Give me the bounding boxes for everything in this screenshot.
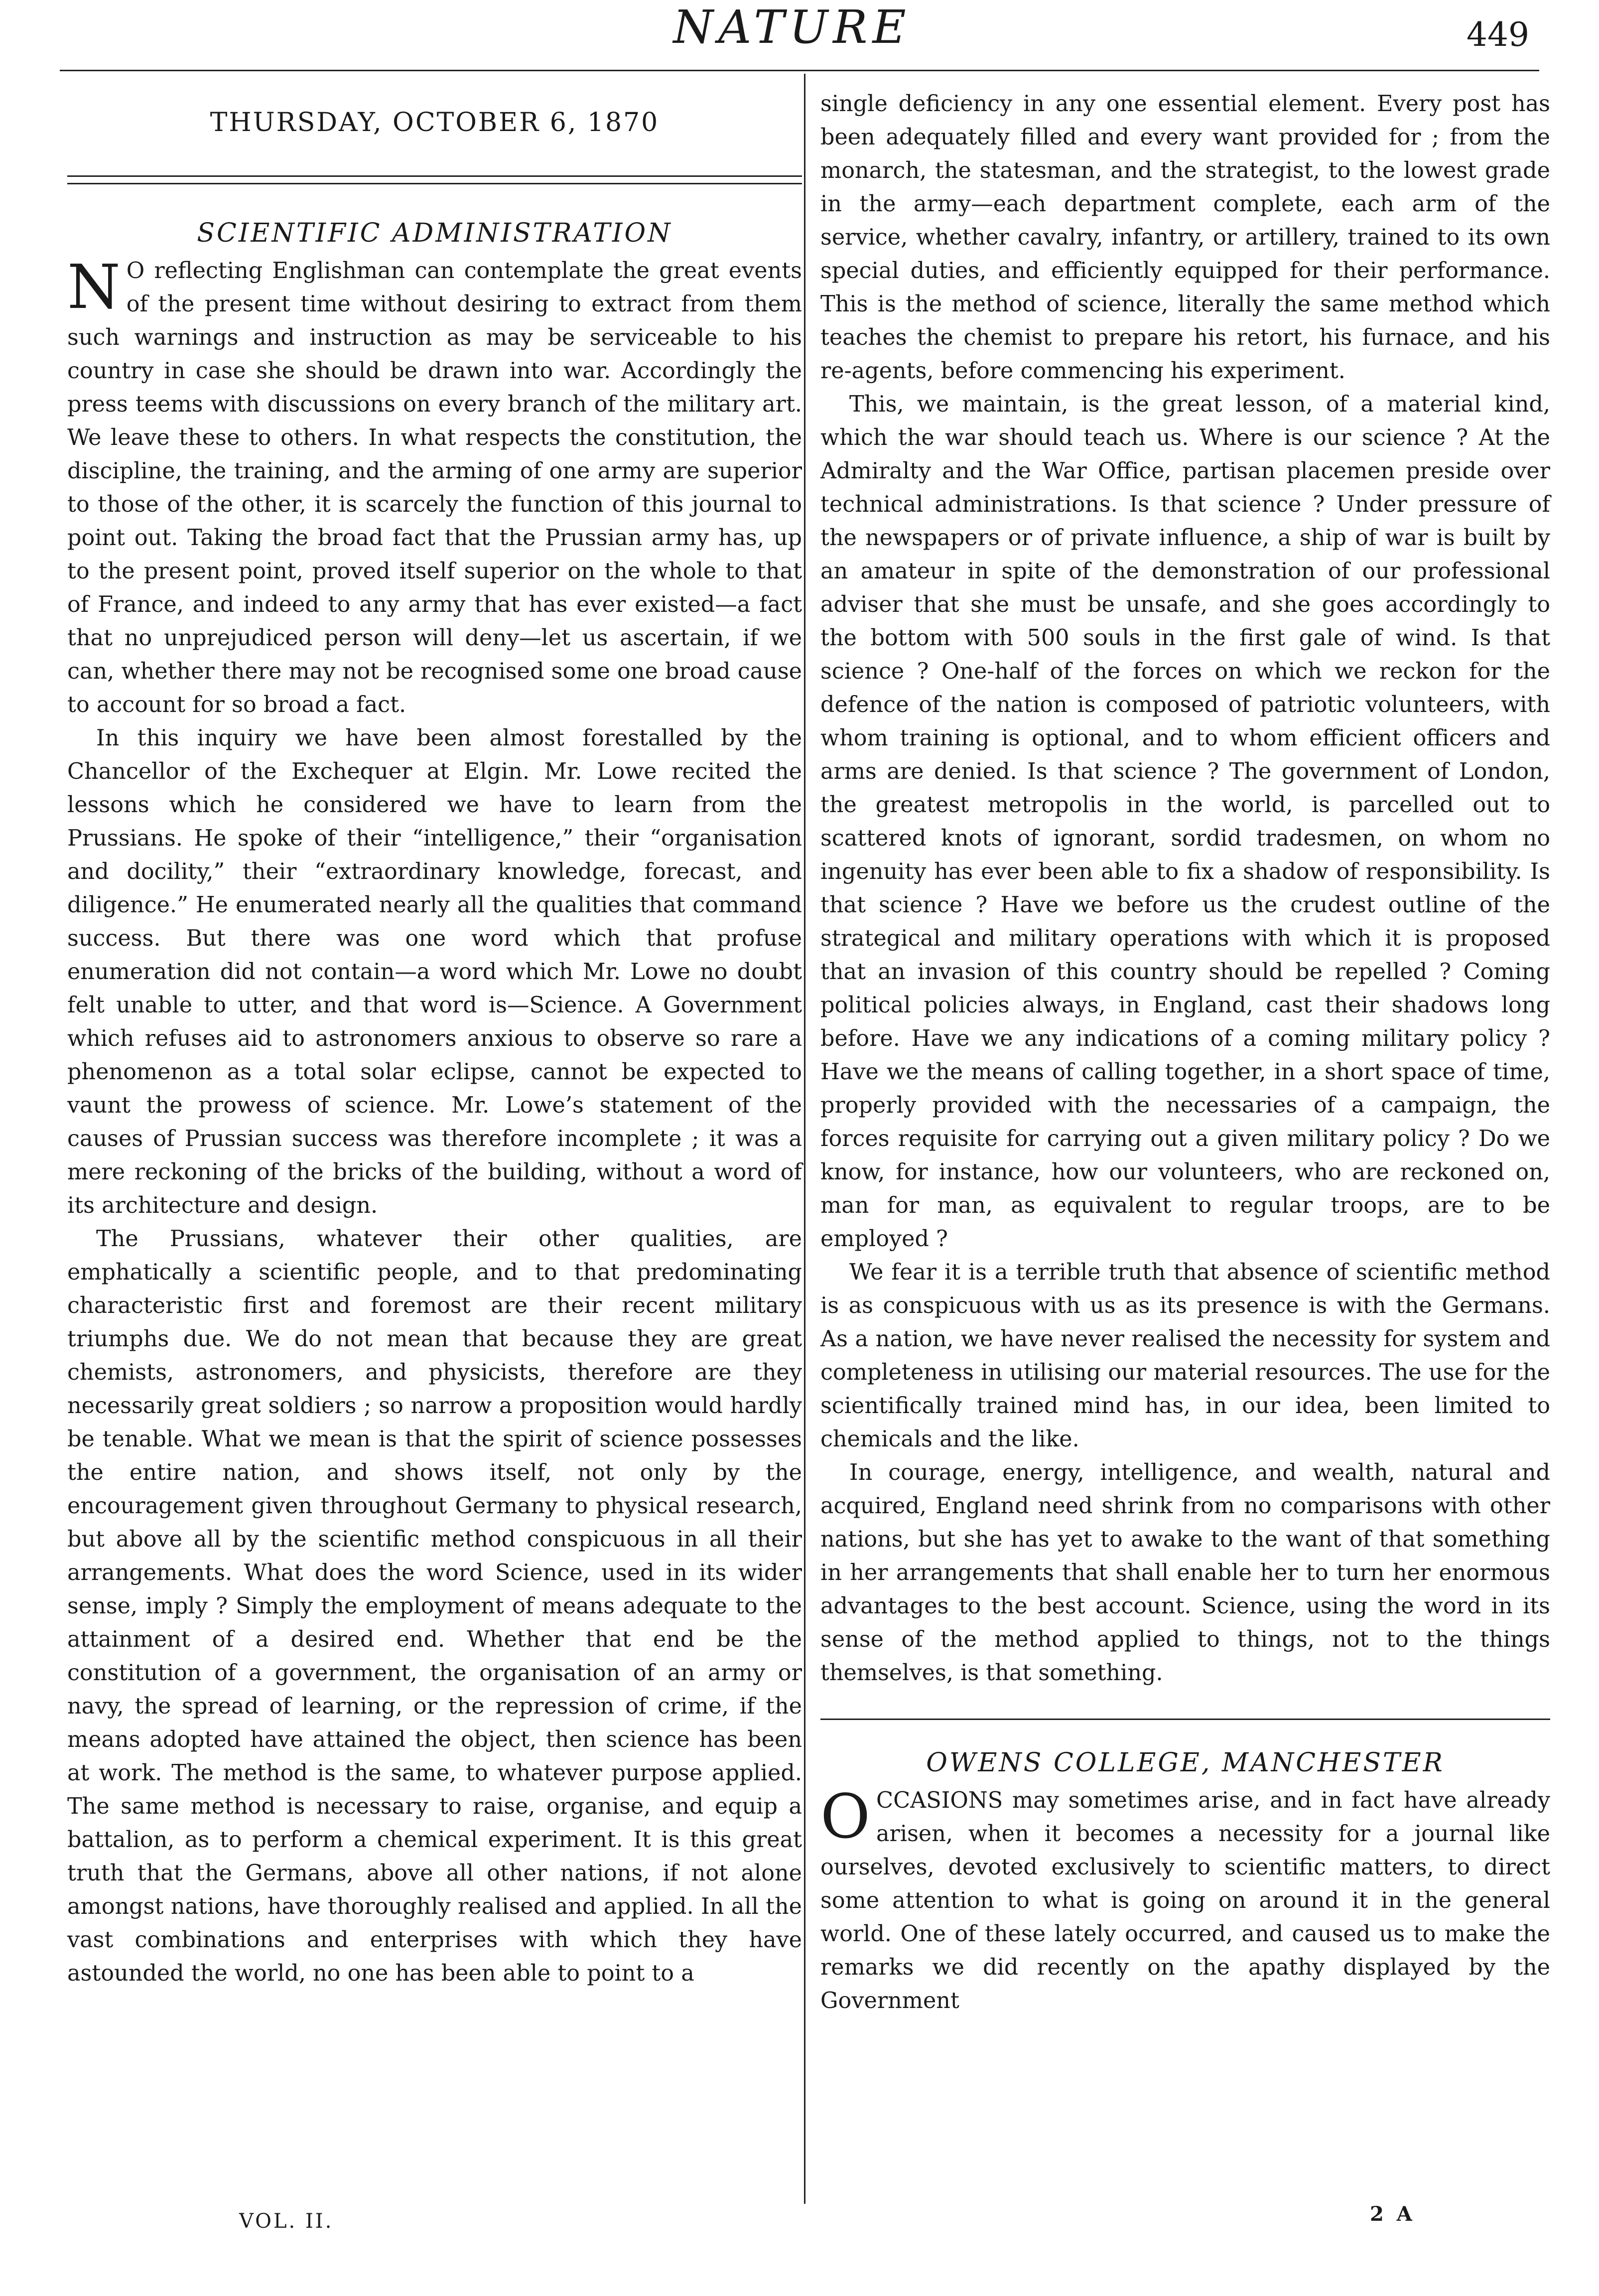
signature-mark: 2 A — [1370, 2202, 1415, 2226]
drop-cap: O — [820, 1781, 871, 1852]
article-paragraph: In this inquiry we have been almost forestalled by the Chancellor of the Exchequer at Elgin. Mr. Lowe recited the lessons which he considered we have to learn from the Prussians. He spoke of their “intelligence,” their “organisation and docility,” their “extraordinary knowledge, forecast, and diligence.” He enumerated nearly all the qualities that command success. But there was one word which that profuse enumeration did not contain—a word which Mr. Lowe no doubt felt unable to utter, and that word is—Science. A Government which refuses aid to astronomers anxious to observe so rare a phenomenon as a total solar eclipse, cannot be expected to vaunt the prowess of science. Mr. Lowe’s statement of the causes of Prussian success was therefore incomplete ; it was a mere reckoning of the bricks of the building, without a word of its architecture and design. — [67, 725, 802, 1218]
paragraph-text: O reflecting Englishman can contemplate the great events of the present time without desiring to extract from them such warnings and instruction as may be serviceable to his country in case she should be drawn into war. Accordingly the press teems with discussions on every branch of the military art. We leave these to others. In what respects the constitution, the discipline, the training, and the arming of one army are superior to those of the other, it is scarcely the function of this journal to point out. Taking the broad fact that the Prussian army has, up to the present point, proved itself superior on the whole to that of France, and indeed to any army that has ever existed—a fact that no unprejudiced person will deny—let us ascertain, if we can, whether there may not be recognised some one broad cause to account for so broad a fact. — [67, 258, 802, 718]
header-rule — [60, 70, 1539, 71]
article-paragraph: This, we maintain, is the great lesson, of a material kind, which the war should teach us. Where is our science ? At the Admiralty and the War Office, partisan placemen preside over technical administrations. Is that science ? Under pressure of the newspapers or of private influence, a ship of war is built by an amateur in spite of the demonstration of our professional adviser that she must be unsafe, and she goes accordingly to the bottom with 500 souls in the first gale of wind. Is that science ? One-half of the forces on which we reckon for the defence of the nation is composed of patriotic volunteers, with whom training is optional, and to whom efficient officers and arms are denied. Is that science ? The government of London, the greatest metropolis in the world, is parcelled out to scattered knots of ignorant, sordid tradesmen, on whom no ingenuity has ever been able to fix a shadow of responsibility. Is that science ? Have we before us the crudest outline of the strategical and military operations with which it is proposed that an invasion of this country should be repelled ? Coming political policies always, in England, cast their shadows long before. Have we any indications of a coming military policy ? Have we the means of calling together, in a short space of time, properly provided with the necessaries of a campaign, the forces requisite for carrying out a given military policy ? Do we know, for instance, how our volunteers, who are reckoned on, man for man, as equivalent to regular troops, are to be employed ? — [820, 392, 1550, 1252]
dateline: THURSDAY, OCTOBER 6, 1870 — [210, 108, 660, 138]
article-paragraph: single deficiency in any one essential element. Every post has been adequately filled and every want provided for ; from the monarch, the statesman, and the strategist, to the lowest grade in the army—each department complete, each arm of the service, whether cavalry, infantry, or artillery, trained to its own special duties, and efficiently equipped for their performance. This is the method of science, literally the same method which teaches the chemist to prepare his retort, his furnace, and his re-agents, before commencing his experiment. — [820, 91, 1550, 384]
article-paragraph: The Prussians, whatever their other qualities, are emphatically a scientific people, and to that predominating characteristic first and foremost are their recent military triumphs due. We do not mean that because they are great chemists, astronomers, and physicists, therefore are they necessarily great soldiers ; so narrow a proposition would hardly be tenable. What we mean is that the spirit of science possesses the entire nation, and shows itself, not only by the encouragement given throughout Germany to physical research, but above all by the scientific method conspicuous in all their arrangements. What does the word Science, used in its wider sense, imply ? Simply the employment of means adequate to the attainment of a desired end. Whether that end be the constitution of a government, the organisation of an army or navy, the spread of learning, or the repression of crime, if the means adopted have attained the object, then science has been at work. The method is the same, to whatever purpose applied. The same method is necessary to raise, organise, and equip a battalion, as to perform a chemical experiment. It is this great truth that the Germans, above all other nations, if not alone amongst nations, have thoroughly realised and applied. In all the vast combinations and enterprises with which they have astounded the world, no one has been able to point to a — [67, 1226, 802, 1986]
second-article-title: OWENS COLLEGE, MANCHESTER — [926, 1748, 1445, 1778]
drop-cap: N — [67, 252, 121, 322]
page-number: 449 — [1466, 15, 1529, 54]
article-paragraph — [67, 254, 802, 721]
left-column — [67, 87, 802, 1990]
paragraph-text: CCASIONS may sometimes arise, and in fact have already arisen, when it becomes a necessity for a journal like ourselves, devoted exclusively to scientific matters, to direct some attention to what is going on around it in the general world. One of these lately occurred, and caused us to make the remarks we did recently on the apathy displayed by the Government — [820, 1788, 1550, 2013]
volume-footer: VOL. II. — [239, 2210, 334, 2233]
article-paragraph: We fear it is a terrible truth that absence of scientific method is as conspicuous with us as its presence is with the Germans. As a nation, we have never realised the necessity for system and completeness in utilising our material resources. The use for the scientifically trained mind has, in our idea, been limited to chemicals and the like. — [820, 1260, 1550, 1452]
column-divider — [804, 74, 805, 2204]
section-rule — [820, 1719, 1550, 1720]
article-paragraph: In courage, energy, intelligence, and wealth, natural and acquired, England need shrink from no comparisons with other nations, but she has yet to awake to the want of that something in her arrangements that shall enable her to turn her enormous advantages to the best account. Science, using the word in its sense of the method applied to things, not to the things themselves, is that something. — [820, 1460, 1550, 1686]
second-article-paragraph — [820, 1781, 1550, 2017]
double-rule — [67, 175, 802, 184]
journal-title: NATURE — [673, 0, 911, 54]
right-column — [820, 87, 1550, 2017]
article-title: SCIENTIFIC ADMINISTRATION — [197, 218, 672, 248]
